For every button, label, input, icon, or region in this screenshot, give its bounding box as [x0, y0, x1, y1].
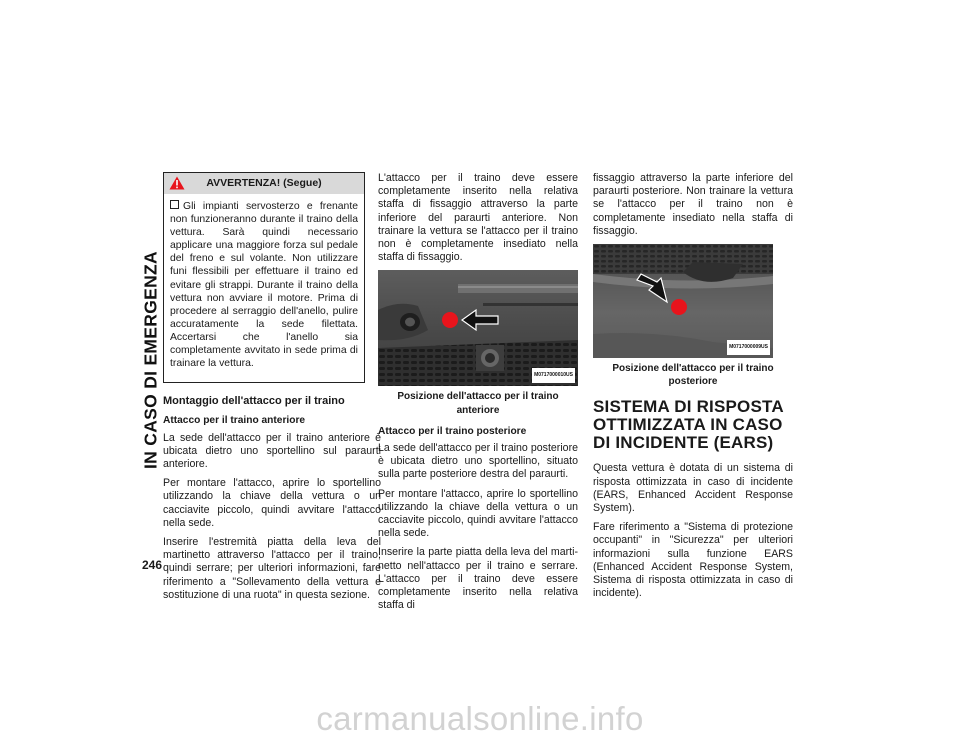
heading-montaggio: Montaggio dell'attacco per il traino [163, 395, 345, 408]
figure-code: M0717000009US [727, 340, 770, 355]
tow-point-marker [671, 299, 687, 315]
paragraph: Questa vettura è dotata di un sistema di risposta ottimizzata in caso di incidente (EARS, Enhanced Accident Response System). [593, 462, 793, 515]
paragraph: fissaggio attraverso la parte inferiore del paraurti posteriore. Non trainare la vettura se l'attacco per il traino non è completamente insediato nella staffa di fissaggio. [593, 172, 793, 237]
paragraph: Inserire la parte piatta della leva del martinetto nell'attacco per il traino e serrare. L'attacco per il traino deve essere completamente inserito nella relativa staffa di [378, 546, 578, 612]
figure-code: M0717000010US [532, 368, 575, 383]
tow-point-marker [442, 312, 458, 328]
paragraph: La sede dell'attacco per il traino anteriore è ubicata dietro uno sportellino sul paraurti anteriore. [163, 431, 381, 471]
section-side-tab [140, 170, 162, 550]
rear-tow-hook-figure [593, 244, 773, 358]
warning-title: AVVERTENZA! (Segue) [206, 177, 322, 189]
subheading-front: Attacco per il traino anteriore [163, 415, 306, 427]
section-side-title: IN CASO DI EMERGENZA [140, 251, 161, 469]
paragraph: Inserire l'estremità piatta della leva del martinetto attraverso l'attacco per il traino, quindi serrare; per ulteriori informazioni, fare riferimento a "Sollevamento della vettura e sostituzione di una ruota" in questa sezione. [163, 536, 381, 601]
subheading-rear: Attacco per il traino posteriore [378, 425, 527, 437]
paragraph: Fare riferimento a "Sistema di protezione occupanti" in "Sicurezza" per ulteriori informazioni sulla funzione EARS (Enhanced Accident Response System, Sistema di risposta ottimizzata in caso di incidente). [593, 521, 793, 600]
figure-caption: Posizione dell'attacco per il traino anteriore [397, 391, 559, 416]
page-number: 246 [142, 558, 163, 572]
paragraph: Per montare l'attacco, aprire lo sportellino utilizzando la chiave della vettura o un cacciavite piccolo, quindi avvitare l'attacco nella sede. [163, 477, 381, 529]
watermark: carmanualsonline.info [316, 700, 644, 737]
column-3 [593, 172, 793, 606]
column-1 [163, 172, 381, 608]
warning-header [164, 173, 364, 194]
figure-caption: Posizione dell'attacco per il traino posteriore [612, 363, 774, 388]
warning-triangle-icon [169, 176, 185, 190]
section-title-ears: SISTEMA DI RISPOSTA OTTIMIZZATA IN CASO DI INCIDENTE (EARS) [593, 397, 784, 453]
paragraph: L'attacco per il traino deve essere completamente inserito nella relativa staffa di fissaggio attraverso la parte inferiore del paraurti anteriore. Non trainare la vettura se l'attacco per il traino non è completamente insediato nella staffa di fissaggio. [378, 172, 578, 264]
warning-body [164, 194, 364, 382]
column-2 [378, 172, 578, 618]
warning-box [163, 172, 365, 383]
front-tow-hook-figure [378, 270, 578, 386]
paragraph: La sede dell'attacco per il traino posteriore è ubicata dietro uno sportellino, situato sulla parte posteriore destra del paraurti. [378, 442, 578, 481]
checkbox-bullet-icon [170, 200, 179, 209]
paragraph: Per montare l'attacco, aprire lo sportellino utilizzando la chiave della vettura o un cacciavite piccolo, quindi avvitare l'attacco nella sede. [378, 487, 578, 540]
warning-text: Gli impianti servosterzo e frenante non funzioneranno durante il traino della vettura. Sarà quindi necessario applicare una maggiore forza sul pedale del freno e sul volante. Non utilizzare funi flessibili per effettuare il traino ed evitare gli strappi. Durante il traino della vettura non avviare il motore. Prima di procedere al serraggio dell'anello, pulire accuratamente la sede filettata. Accertarsi che l'anello sia completamente avvitato in sede prima di trainare la vettura. [170, 201, 358, 370]
